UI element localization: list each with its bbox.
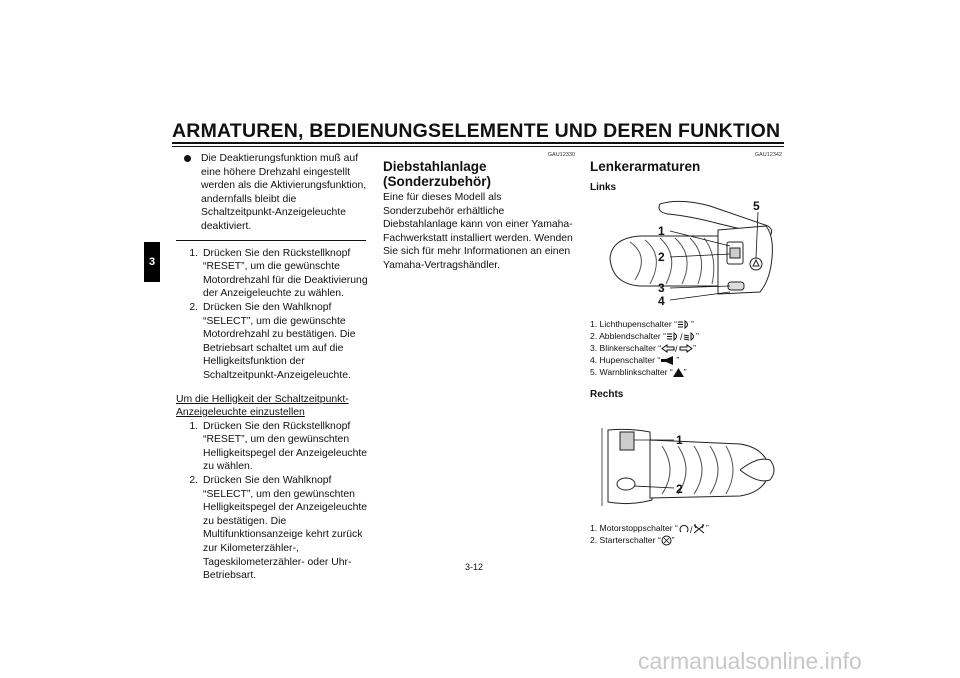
caption-item: 4. Hupenschalter “ ” (590, 355, 680, 365)
callout-1: 1 (676, 433, 683, 447)
list-item (176, 474, 368, 583)
step-text: Drücken Sie den Rückstellknopf “RESET”, um den gewünschten Helligkeitspegel der Anzeigeleuchte zu wählen. (203, 420, 368, 473)
brightness-subheading: Um die Helligkeit der Schaltzeitpunkt-Anzeigeleuchte einzustellen (176, 393, 349, 419)
callout-2: 2 (676, 482, 683, 496)
chapter-tab: 3 (144, 242, 160, 282)
section-heading: Diebstahlanlage (Sonderzubehör) (383, 159, 491, 189)
right-label: Rechts (590, 389, 624, 400)
step-text: Drücken Sie den Rückstellknopf “RESET”, um die gewünschte Motordrehzahl für die Deaktivierung der Anzeigeleuchte zu wählen. (203, 247, 368, 300)
callout-4: 4 (658, 294, 665, 308)
section-body: Eine für dieses Modell als Sonderzubehör erhältliche Diebstahlanlage kann von einer Yamaha-Fachwerkstatt installiert werden. Wenden Sie sich für mehr Informationen an einen Yamaha-Vertragshändler. (383, 192, 573, 271)
title-rule (172, 142, 784, 144)
left-captions (590, 318, 782, 378)
column-1 (176, 152, 368, 583)
step-text: Drücken Sie den Wahlknopf “SELECT”, um den gewünschten Helligkeitspegel der Anzeigeleuchte zu bestätigen. Die Multifunktionsanzeige kehrt zurück zur Kilometerzähler-, Tageskilometerzähler- oder Uhr-Betriebsart. (203, 475, 368, 582)
bullet-note (176, 152, 368, 234)
svg-text:/: / (675, 344, 678, 354)
list-item (176, 301, 368, 383)
section-code: GAU12330 (547, 152, 575, 158)
callout-3: 3 (658, 281, 665, 295)
step-text: Drücken Sie den Wahlknopf “SELECT”, um die gewünschte Motordrehzahl zu bestätigen. Die Betriebsart schaltet um auf die Helligkeitsfunktion der Schaltzeitpunkt-Anzeigeleuchte. (203, 301, 356, 381)
callout-5: 5 (753, 199, 760, 213)
divider (176, 240, 366, 241)
page-number: 3-12 (465, 562, 484, 572)
step-number: 1. (189, 247, 198, 259)
section-code: GAU12342 (754, 152, 782, 158)
hazard-icon (673, 368, 684, 377)
step-number: 2. (189, 301, 198, 313)
right-captions (590, 522, 782, 546)
step-number: 1. (189, 420, 198, 432)
start-icon (661, 535, 672, 546)
horn-icon (660, 356, 676, 365)
column-3 (590, 152, 782, 193)
list-item (176, 420, 368, 474)
high-beam-icon (677, 320, 691, 329)
dimmer-icon (666, 332, 696, 341)
bullet-icon (184, 155, 191, 162)
caption-item: 3. Blinkerschalter “ / ” (590, 343, 697, 354)
step-number: 2. (189, 475, 198, 487)
engine-stop-icon (678, 524, 706, 534)
caption-item: 5. Warnblinkschalter “ ” (590, 367, 687, 377)
left-label: Links (590, 182, 617, 193)
left-handlebar-illustration (590, 196, 782, 308)
caption-item: 2. Abblendschalter “ / ” (590, 331, 699, 342)
caption-item: 2. Starterschalter “ ” (590, 535, 675, 545)
title-rule-thin (172, 146, 784, 147)
callout-1: 1 (658, 224, 665, 238)
page-title: ARMATUREN, BEDIENUNGSELEMENTE UND DEREN FUNKTION (172, 120, 781, 142)
column-2 (383, 152, 575, 273)
section-heading: Lenkerarmaturen (590, 159, 701, 174)
svg-text:/: / (689, 524, 693, 534)
bullet-text: Die Deaktierungsfunktion muß auf eine höhere Drehzahl eingestellt werden als die Aktivierungsfunktion, andernfalls bleibt die Schaltzeitpunkt-Anzeigeleuchte deaktiviert. (201, 153, 367, 232)
list-item (176, 247, 368, 301)
caption-item: 1. Lichthupenschalter “ ” (590, 319, 694, 329)
caption-item: 1. Motorstoppschalter “ / ” (590, 523, 709, 534)
turn-signal-icon (661, 344, 693, 353)
watermark: carmanualsonline.info (638, 648, 862, 674)
right-handlebar-illustration (590, 420, 782, 512)
svg-text:/: / (679, 332, 683, 342)
callout-2: 2 (658, 250, 665, 264)
